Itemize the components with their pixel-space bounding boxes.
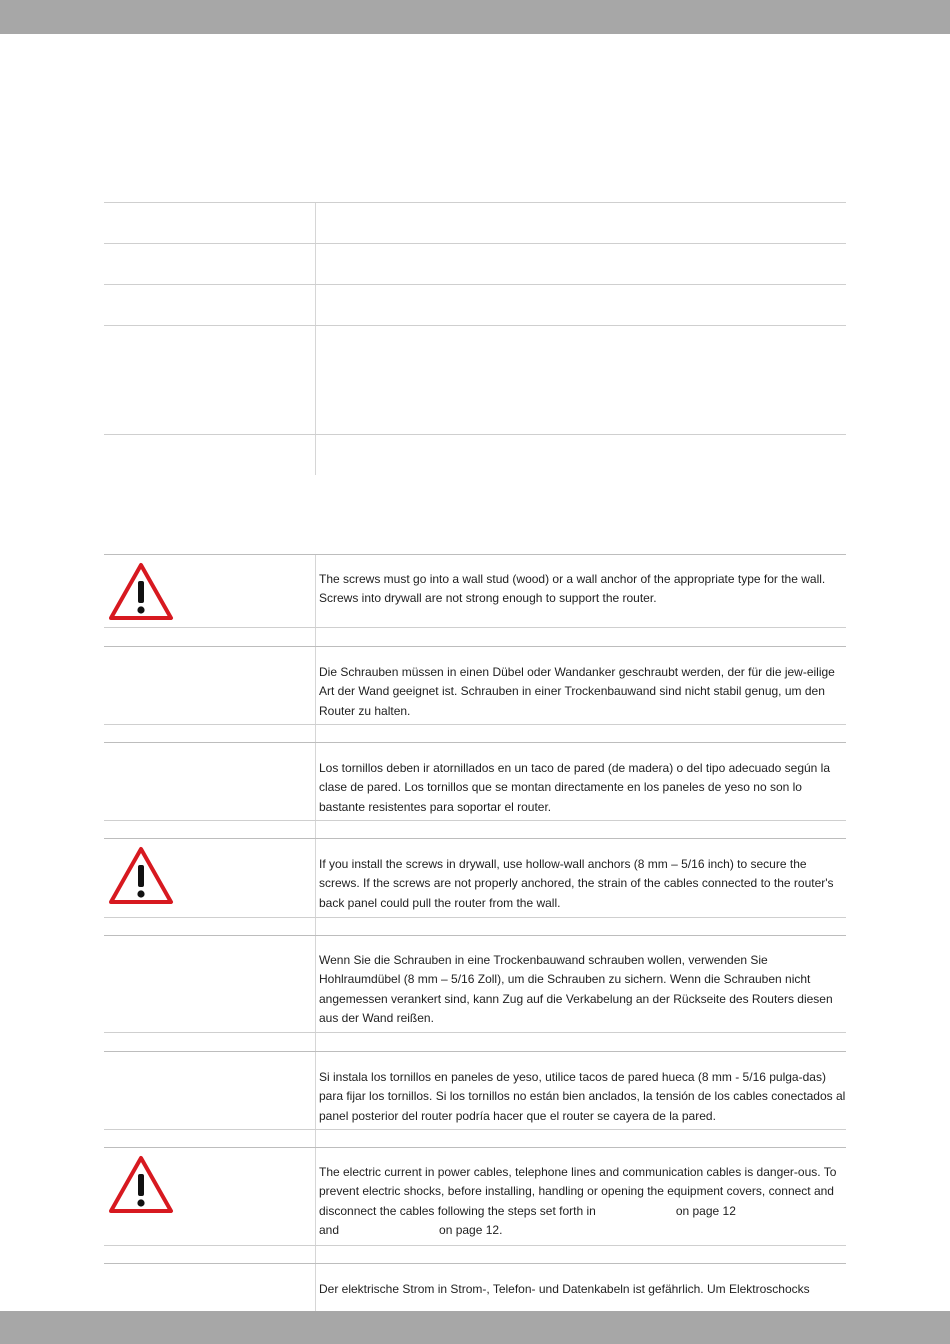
table-row <box>104 243 846 284</box>
top-header-band <box>0 0 950 34</box>
notice-text: Die Schrauben müssen in einen Dübel oder Wandanker geschraubt werden, der für die jew-eilige Art der Wand geeignet ist. Schrauben in einer Trockenbauwand sind nicht stabil genug, um den Router zu halten. <box>319 665 835 718</box>
page-reference: on page 12 <box>675 1203 736 1218</box>
notice-block <box>104 838 846 936</box>
page-reference: on page 12. <box>439 1223 503 1238</box>
notice-block <box>104 1051 846 1148</box>
bottom-footer-band <box>0 1311 950 1344</box>
notice-text: Si instala los tornillos en paneles de yeso, utilice tacos de pared hueca (8 mm - 5/16 pulga-das) para fijar los tornillos. Si los tornillos no están bien anclados, la tensión de los cables conectados al panel posterior del router podría hacer que el router se cayera de la pared. <box>319 1070 846 1123</box>
notice-block <box>104 1263 846 1312</box>
notice-text: If you install the screws in drywall, use hollow-wall anchors (8 mm – 5/16 inch) to secure the screws. If the screws are not properly anchored, the strain of the cables connected to the router's back panel could pull the router from the wall. <box>319 857 834 910</box>
notice-block <box>104 1147 846 1264</box>
notice-block <box>104 554 846 647</box>
notice-block <box>104 646 846 743</box>
spec-table <box>104 202 846 475</box>
table-row <box>104 202 846 243</box>
notice-text-part: The electric current in power cables, telephone lines and communication cables is danger-ous. To prevent electric shocks, before installing, handling or opening the equipment covers, connect and disconnect the cables following the steps set forth in <box>319 1165 837 1218</box>
warning-icon <box>108 1154 174 1214</box>
warning-icon <box>108 845 174 905</box>
notice-text <box>319 1163 846 1241</box>
notice-block <box>104 935 846 1052</box>
table-row <box>104 325 846 434</box>
notice-block <box>104 742 846 839</box>
table-row <box>104 434 846 475</box>
notice-text-part: and <box>319 1223 340 1238</box>
notice-text: Los tornillos deben ir atornillados en un taco de pared (de madera) o del tipo adecuado según la clase de pared. Los tornillos que se montan directamente en los paneles de yeso no son lo bastante resistentes para soportar el router. <box>319 761 831 814</box>
notice-text: Der elektrische Strom in Strom-, Telefon- und Datenkabeln ist gefährlich. Um Elektroschocks <box>319 1282 810 1296</box>
table-row <box>104 284 846 325</box>
notice-text: The screws must go into a wall stud (wood) or a wall anchor of the appropriate type for the wall. Screws into drywall are not strong enough to support the router. <box>319 572 826 606</box>
warning-icon <box>108 561 174 621</box>
notice-text: Wenn Sie die Schrauben in eine Trockenbauwand schrauben wollen, verwenden Sie Hohlraumdübel (8 mm – 5/16 Zoll), um die Schrauben zu sichern. Wenn die Schrauben nicht angemessen verankert sind, kann Zug auf die Verkabelung an der Rückseite des Routers diesen aus der Wand reißen. <box>319 953 833 1026</box>
